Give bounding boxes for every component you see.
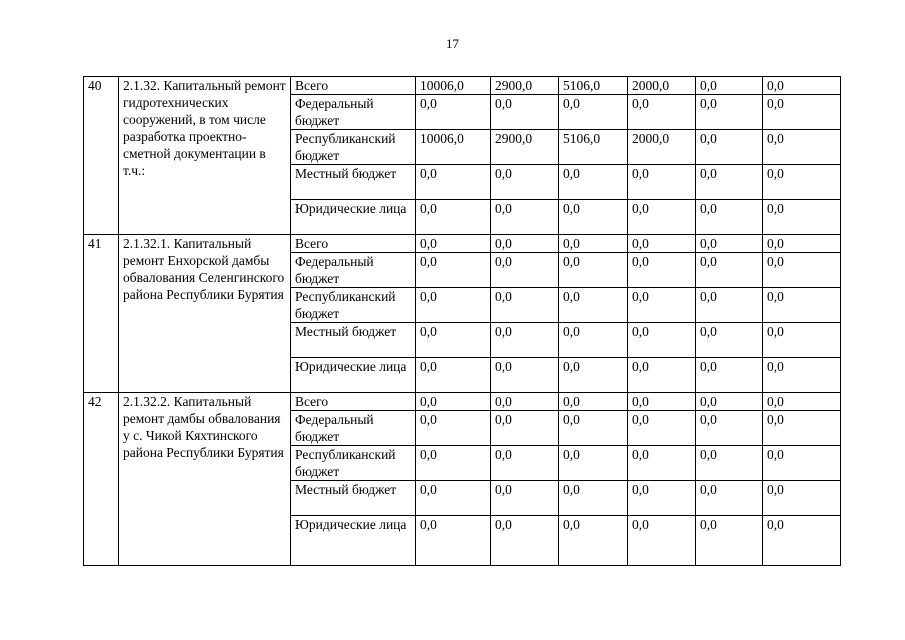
value-cell: 0,0 [763,130,841,165]
value-cell: 0,0 [416,393,491,411]
source-label-cell: Местный бюджет [291,481,416,516]
value-cell: 0,0 [763,481,841,516]
source-label-cell: Местный бюджет [291,323,416,358]
value-cell: 0,0 [628,200,696,235]
source-label-cell: Всего [291,77,416,95]
value-cell: 0,0 [559,95,628,130]
value-cell: 0,0 [416,253,491,288]
source-label-cell: Всего [291,235,416,253]
value-cell: 0,0 [696,77,763,95]
value-cell: 0,0 [763,288,841,323]
value-cell: 0,0 [628,165,696,200]
value-cell: 0,0 [416,481,491,516]
value-cell: 0,0 [696,393,763,411]
value-cell: 0,0 [696,165,763,200]
source-label-cell: Федеральный бюджет [291,411,416,446]
page-number: 17 [446,36,459,51]
source-label-cell: Федеральный бюджет [291,95,416,130]
value-cell: 0,0 [763,358,841,393]
value-cell: 0,0 [559,446,628,481]
value-cell: 0,0 [628,481,696,516]
source-label-cell: Всего [291,393,416,411]
value-cell: 0,0 [491,235,559,253]
value-cell: 0,0 [763,516,841,566]
value-cell: 0,0 [491,165,559,200]
value-cell: 0,0 [628,235,696,253]
value-cell: 0,0 [763,95,841,130]
value-cell: 0,0 [763,446,841,481]
value-cell: 0,0 [696,288,763,323]
value-cell: 0,0 [416,358,491,393]
value-cell: 0,0 [559,165,628,200]
value-cell: 0,0 [416,411,491,446]
value-cell: 0,0 [628,358,696,393]
value-cell: 0,0 [416,235,491,253]
value-cell: 0,0 [491,288,559,323]
value-cell: 0,0 [763,323,841,358]
row-number-cell: 42 [84,393,119,566]
value-cell: 0,0 [696,95,763,130]
value-cell: 0,0 [416,200,491,235]
activity-name-cell: 2.1.32.1. Капитальный ремонт Енхорской дамбы обвалования Селенгинского района Республики Бурятия [119,235,291,393]
value-cell: 0,0 [559,253,628,288]
value-cell: 0,0 [696,323,763,358]
value-cell: 0,0 [696,446,763,481]
value-cell: 0,0 [696,130,763,165]
row-number-cell: 40 [84,77,119,235]
value-cell: 5106,0 [559,130,628,165]
value-cell: 0,0 [628,411,696,446]
value-cell: 0,0 [763,411,841,446]
value-cell: 0,0 [628,253,696,288]
value-cell: 0,0 [559,516,628,566]
value-cell: 2000,0 [628,130,696,165]
value-cell: 0,0 [491,323,559,358]
value-cell: 0,0 [559,393,628,411]
value-cell: 0,0 [559,481,628,516]
budget-table [83,76,841,566]
source-label-cell: Республиканский бюджет [291,288,416,323]
value-cell: 0,0 [628,446,696,481]
source-label-cell: Юридические лица [291,516,416,566]
activity-name-cell: 2.1.32. Капитальный ремонт гидротехнических сооружений, в том числе разработка проектно-сметной документации в т.ч.: [119,77,291,235]
value-cell: 0,0 [696,481,763,516]
value-cell: 0,0 [696,516,763,566]
value-cell: 0,0 [696,200,763,235]
value-cell: 0,0 [763,77,841,95]
value-cell: 2000,0 [628,77,696,95]
value-cell: 0,0 [491,446,559,481]
value-cell: 0,0 [491,200,559,235]
source-label-cell: Республиканский бюджет [291,130,416,165]
value-cell: 0,0 [696,358,763,393]
value-cell: 0,0 [763,165,841,200]
value-cell: 0,0 [763,253,841,288]
value-cell: 0,0 [491,411,559,446]
value-cell: 0,0 [696,411,763,446]
value-cell: 0,0 [559,235,628,253]
value-cell: 0,0 [416,288,491,323]
value-cell: 0,0 [628,393,696,411]
value-cell: 0,0 [763,235,841,253]
value-cell: 2900,0 [491,130,559,165]
value-cell: 0,0 [628,516,696,566]
value-cell: 0,0 [696,253,763,288]
value-cell: 2900,0 [491,77,559,95]
value-cell: 0,0 [491,253,559,288]
value-cell: 0,0 [763,393,841,411]
table-row [84,235,841,253]
value-cell: 0,0 [491,481,559,516]
value-cell: 10006,0 [416,77,491,95]
value-cell: 0,0 [628,95,696,130]
value-cell: 0,0 [491,95,559,130]
activity-name-cell: 2.1.32.2. Капитальный ремонт дамбы обвалования у с. Чикой Кяхтинского района Республики Бурятия [119,393,291,566]
value-cell: 0,0 [628,288,696,323]
value-cell: 0,0 [559,323,628,358]
value-cell: 0,0 [559,288,628,323]
source-label-cell: Юридические лица [291,200,416,235]
row-number-cell: 41 [84,235,119,393]
value-cell: 0,0 [491,358,559,393]
value-cell: 0,0 [696,235,763,253]
value-cell: 0,0 [628,323,696,358]
value-cell: 0,0 [416,446,491,481]
value-cell: 0,0 [559,411,628,446]
value-cell: 0,0 [416,323,491,358]
table-row [84,77,841,95]
value-cell: 0,0 [559,200,628,235]
source-label-cell: Республиканский бюджет [291,446,416,481]
table-row [84,393,841,411]
source-label-cell: Юридические лица [291,358,416,393]
value-cell: 5106,0 [559,77,628,95]
value-cell: 0,0 [416,516,491,566]
source-label-cell: Местный бюджет [291,165,416,200]
value-cell: 0,0 [491,516,559,566]
value-cell: 0,0 [559,358,628,393]
table-body [84,77,841,566]
value-cell: 0,0 [416,165,491,200]
value-cell: 10006,0 [416,130,491,165]
value-cell: 0,0 [416,95,491,130]
value-cell: 0,0 [491,393,559,411]
source-label-cell: Федеральный бюджет [291,253,416,288]
value-cell: 0,0 [763,200,841,235]
